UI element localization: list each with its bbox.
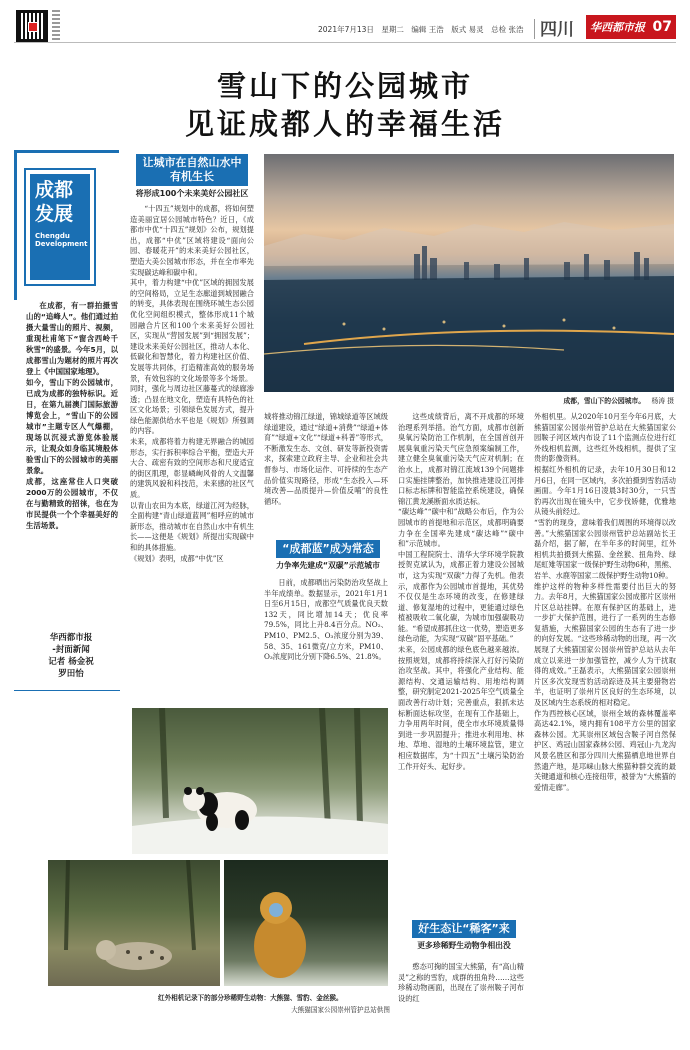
golden-monkey-photo [224,860,388,986]
section1-body-col2: 城将推动锦江绿道，锦城绿道等区域级绿道建设，通过“绿道+消费”“绿道+体育”“绿道+文化”“绿道+科普”等形式，不断激发生态、文创、研发等新投资需求，探索建立政府主导、企业和社会共督参与、市场化运作、可持续的生态产品价值实现路径，形成“生态投入—环境改善—品质提升—价值反哺”的良性循环。 [264,412,388,506]
badge-title-1: 成都 [35,179,74,201]
wildlife-photo-credit: 大熊猫国家公园崇州管护总站供图 [291,1006,390,1014]
header-rule [14,42,676,43]
paper-banner [586,15,676,39]
section2-title: “成都蓝”成为常态 [276,540,380,558]
section3-subtitle: 更多珍稀野生动物争相出没 [417,941,511,950]
section3-body-col4: 外相机里。从2020年10月至今年6月底，大熊猫国家公园崇州管护总站在大熊猫国家公园鞍子河区域内布设了11个监测点位进行红外线相机监测，这些红外线相机，提供了宝贵的影像资料。 根据红外相机的记录，去年10月30日和12月6日，在同一区域内，多次拍摄到雪豹活动画面。今年1月16日凌晨3时30分，一只雪豹再次出现在镜头中，它步伐矫健，优雅地从镜头前经过。 “雪豹的现身，意味着我们周围的环境得以改善。”大熊猫国家公园崇州管护总站副站长王磊介绍，据了解，在半年多的时间里，红外相机共拍摄到大熊猫、金丝猴、扭角羚、绿尾虹雉等国家一级保护野生动物6种，黑熊、岩羊、水鹿等国家二级保护野生动物10种。 维护这样的物种多样性需要付出巨大的努力。去年8月，大熊猫国家公园成都片区崇州片区总站挂牌。在原有保护区的基础上，进一步扩大保护范围，进行了一系列的生态修复措施，大熊猫国家公园的生态有了进一步的向好发展。“这些珍稀动物的出现，再一次展现了大熊猫国家公园崇州管护总站从去年成立以来进一步加强管控，减少人为干扰取得的成效。”王磊表示，大熊猫国家公园崇州片区多次发现雪豹活动踪迹及其主要猎物岩羊，也证明了崇州片区良好的生态环境，以及区域内生态系统的相对稳定。 作为西控核心区域，崇州全域的森林覆盖率高达42.1%，境内拥有108平方公里的国家森林公园。尤其崇州区域包含鞍子河自然保护区、鸡冠山国家森林公园、鸡冠山-九龙沟风景名胜区和部分四川大熊猫栖息地世界自然遗产地，是邛崃山脉大熊猫种群交流的最关键通道和核心连接纽带，被誉为“大熊猫的爱情走廊”。 [534,412,676,792]
sidebar-intro: 在成都，有一群拍摄雪山的“追峰人”。他们通过拍摄大量雪山的照片、视频，重现杜甫笔下“窗含西岭千秋雪”的盛景。今年5月，以成都雪山为题材的照片再次登上《中国国家地理》。 如今，雪山下的公园城市，已成为成都的独特标识。近日，在第九届澳门国际旅游博览会上，“雪山下的公园城市”主题专区人气爆棚，现场以沉浸式游览体验展示，让观众如身临其境般体验雪山下的公园城市的美丽景象。 成都，这座常住人口突破2000万的公园城市，不仅在与勤精致的招徕，也在为市民提供一个个幸福美好的生活场景。 [26,301,118,530]
city-caption-credit: 杨涛 摄 [651,397,674,405]
city-skyline-photo [264,154,674,392]
section3-body: 憨态可掬的国宝大熊猫，有“高山精灵”之称的雪豹，成群的扭角羚……这些珍稀动物画面，出现在了崇州鞍子河布设的红 [398,962,524,1003]
sidebar-bracket [14,150,119,300]
section3-title: 好生态让“稀客”来 [412,920,516,938]
byline-reporter-2: 罗田怡 [58,669,84,679]
byline-reporter-1: 记者 杨金祝 [48,657,94,667]
section2-body-col3: 这些成绩背后，离不开成都的环境治理系列举措。治气方面，成都市创新臭氧污染防治工作机制，在全国首创开展臭氧重污染天气应急预案编制工作，建立健全臭氧重污染天气应对机制；在治水上，成都对锦江流域139个问题排口实施挂牌整治，加快推进建设江河排口标志标牌和智能监控系统建设，确保锦江黄龙溪断面水质达标。 “碳达峰”“碳中和”战略公布后，作为公园城市的首提地和示范区，成都明确要力争在全国率先建成“碳达峰”“碳中和”示范城市。 中国工程院院士、清华大学环境学院教授贺克斌认为，成都正着力建设公园城市，这为实现“双碳”力得了先机。他表示，成都作为公园城市首提地，其优势不仅仅是生态环境的改变，在修建绿道、修复湿地的过程中，更能通过绿色植被吸收二氧化碳，为城市加强碳吸功能。“希望成都抓住这一优势，塑造更多绿色动能，为实现“双碳”固平基础。” 未来，公园成都的绿色底色越来越浓。按照规划，成都将持续深入打好污染防治攻坚战。其中，将强化产业结构、能源结构、交通运输结构、用地结构调整，研究制定2021-2025年空气质量全面改善行动计划；完善重点，狠抓未达标断面达标攻坚，在现有工作基础上，力争用两年时间，使全市水环境质量得到进一步巩固提升；推进水利用地、林地、草地、湿地的土壤环境监管，建立相应数据库，为“十四五”土壤污染防治工作开好头、起好步。 [398,412,524,771]
section2-subtitle: 力争率先建成“双碳”示范城市 [276,561,380,570]
snow-leopard-photo [48,860,220,986]
badge-title-2: 发展 [35,203,74,225]
qr-code [16,10,48,42]
section1-title [136,154,248,186]
header-divider [534,19,535,39]
badge-en-2: Development [35,240,88,248]
sidebar-bottom-rule [14,690,120,691]
section1-title-line2: 有机生长 [170,170,214,183]
headline-line1: 雪山下的公园城市 [216,69,473,103]
paper-name: 华西都市报 [590,21,645,34]
wildlife-photo-caption: 红外相机记录下的部分珍稀野生动物：大熊猫、雪豹、金丝猴。 [158,994,343,1002]
section1-subtitle: 将形成100个未来美好公园社区 [135,189,249,198]
giant-panda-photo [132,708,388,854]
page-number: 07 [652,19,672,35]
section1-title-line1: 让城市在自然山水中 [142,156,242,169]
byline-fengmian: -封面新闻 [52,645,90,655]
qr-label [52,10,60,42]
section1-body-col1: “十四五”规划中的成都，将如何塑造美丽宜居公园城市特色？近日，《成都市中优“十四五”规划》公布，规划提出，成都“中优”区域将建设“面向公园、春暖花开”的未来美好公园社区，塑造大美公园城市形态，并在全市率先实现碳达峰和碳中和。 其中，着力构建“中优”区域的拥园发展的空间格局，立足生态廊道到城园融合的转变，具体表现在围绕环城生态公园优化空间组织模式，整体形成11个城园融合片区和100个未来美好公园社区，实现从“营园发展”到“拥园发展”；建设未来美好公园社区，推动人本化、低碳化和智慧化，着力构建社区价值、发展等共同体，打造精准高效的服务场景，有效包容的文化场景等多个场景。 同时，强化与周边社区藤蔓式的绿廊渗透；凸显在地文化，塑造有具特色的社区文化场景；引领绿色发展方式，提升绿色能源供给水平也是《规划》所强调的内容。 未来，成都将着力构建无界融合的城园形态，实行拆积率综合平衡，塑造大开大合、疏密有致的空间形态和尺度适宜的街区肌理，彰显嶙峋风骨的人文温馨的建筑风貌和科技范，未来感的社区气质。 以青山农田为本底，绿道江河为经脉，全面构建“青山绿道蓝网”相呼应的城市新形态，推动城市在自然山水中有机生长——这便是《规划》所提出实现碳中和的具体措施。 《规划》表明，成都“中优”区 [130,204,254,563]
city-caption-text: 成都，雪山下的公园城市。 [563,397,646,405]
city-photo-caption [514,395,674,405]
badge-en-1: Chengdu [35,232,70,240]
section2-body: 日前，成都晒出污染防治攻坚战上半年成绩单。数据显示，2021年1月1日至6月15日，成都空气质量优良天数132天，同比增加14天；优良率79.5%，同比上升8.4百分点。NO₂、PM10、PM2.5、O₃浓度分别为39、58、35、161微克/立方米，PM10、O₃浓度同比分别下降6.5%、21.8%。 [264,578,388,662]
byline-paper: 华西都市报 [49,633,93,643]
sidebar-byline [26,632,116,680]
section-name: 四川 [540,20,574,40]
date-line: 2021年7月13日 星期二 编辑 王浩 版式 易灵 总检 张浩 [318,25,524,34]
headline-line2: 见证成都人的幸福生活 [184,107,505,141]
